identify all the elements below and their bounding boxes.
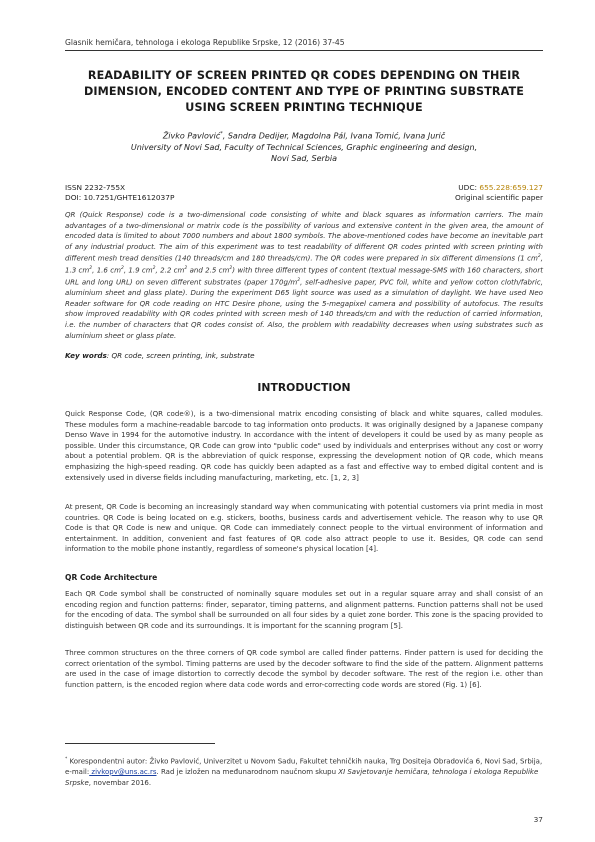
sup-2: 2 [89,266,93,272]
abstract-text-6: and 2.5 cm [187,265,230,275]
corresponding-mark: * [220,131,223,137]
meta-row-2 [65,193,543,203]
meta-row-1 [65,183,543,193]
journal-header: Glasnik hemičara, tehnologa i ekologa Republike Srpske, 12 (2016) 37-45 [65,38,543,51]
sup-5: 2 [184,266,188,272]
abstract-text-4: , 1.9 cm [123,265,153,275]
keywords-label: Key words [65,351,107,360]
sup-1: 2 [537,254,541,260]
author-list [65,129,543,142]
affiliation-line-1: University of Novi Sad, Faculty of Technical Sciences, Graphic engineering and design, [130,143,478,153]
abstract-text-5: , 2.2 cm [155,265,185,275]
paper-meta [65,183,543,203]
footnote-mark: * [65,757,68,762]
issn: ISSN 2232-755X [65,183,126,192]
abstract-text-7: ) with three different types of content (textual message-SMS with 160 characters, short URL and long URL) on seven different substrates (paper 170g/m [65,265,543,287]
abstract-text-3: , 1.6 cm [92,265,121,275]
footnote-text-2: . Rad je izložen na međunarodnom naučnom skupu [156,767,339,776]
email-link[interactable]: zivkopv@uns.ac.rs [89,767,157,776]
keywords [65,351,543,360]
abstract [65,210,543,341]
udc [458,183,543,193]
footnote-divider [65,743,215,744]
footnote-event: XI Savjetovanje hemičara, tehnologa i ekologa Republike Srpske [65,767,539,787]
page-number: 37 [533,815,543,824]
intro-paragraph-1: Quick Response Code, (QR code®), is a two-dimensional matrix encoding consisting of black and white squares, called modules. These modules form a machine-readable barcode to tag information onto products. It was originally designed by a Japanese company Denso Wave in 1994 for the automotive industry. In accordance with the intent of developers it could be used by as many people as possible. Under this circumstance, QR Code can grow into "public code" used by individuals and enterprises without any cost or worry about a potential problem. QR is the abbreviation of quick response, expressing the development notion of QR code, which means emphasizing the high-speed reading. QR code has quickly been adapted as a fast and effective way to embed digital content and is extensively used in diverse fields including manufacturing, marketing, etc. [1, 2, 3] [65,409,543,482]
udc-value[interactable]: 655.228:659.127 [479,183,543,192]
paper-type: Original scientific paper [455,193,543,202]
udc-label: UDC: [458,183,480,192]
authors-block [65,129,543,165]
affiliation-line-2: Novi Sad, Serbia [270,154,337,164]
author-first: Živko Pavlović [162,131,221,141]
intro-paragraph-2: At present, QR Code is becoming an increasingly standard way when communicating with potential customers via print media in most countries. QR Code is being located on e.g. stickers, booths, business cards and advertisement vehicle. The reason why to use QR Code is that QR Code is new and unique. QR Code can immediately connect people to the virtual environment of information and entertainment. In addition, convenient and fast features of QR code also attract people to use it. Besides, QR code can send information to the mobile phone instantly, regardless of someone's physical location [4]. [65,502,543,554]
sup-3: 2 [120,266,124,272]
keywords-text: : QR code, screen printing, ink, substrate [106,351,255,360]
sup-7: 2 [297,278,301,284]
footnote-text-1: Korespondentni autor: Živko Pavlović, Univerzitet u Novom Sadu, Fakultet tehničkih nauka, Trg Dositeja Obradovića 6, Novi Sad, Srbija, e-mail: [65,757,543,776]
footnote-text-3: , novembar 2016. [88,778,152,787]
sup-6: 2 [229,266,233,272]
architecture-paragraph-1: Each QR Code symbol shall be constructed of nominally square modules set out in a regular square array and shall consist of an encoding region and function patterns: finder, separator, timing patterns, and alignment patterns. Function patterns shall not be used for the encoding of data. The symbol shall be surrounded on all four sides by a quiet zone border. This zone is the spacing provided to distinguish between QR code and its surroundings. It is important for the scanning program [5]. [65,589,543,630]
paper-title: READABILITY OF SCREEN PRINTED QR CODES DEPENDING ON THEIR DIMENSION, ENCODED CONTENT AND TYPE OF PRINTING SUBSTRATE USING SCREEN PRINTING TECHNIQUE [84,69,524,114]
abstract-text-1: QR (Quick Response) code is a two-dimensional code consisting of white and black squares as information carriers. The main advantages of a two-dimensional or matrix code is the possibility of various and extensive content in the given area, the amount of encoded data is limited to about 7000 numbers and about 1800 symbols. The above-mentioned codes have become an inevitable part of any industrial product. The aim of this experiment was to test readability of different QR codes printed with screen printing with different mesh tread densities (140 threads/cm and 180 threads/cm). The QR codes were prepared in six different dimensions (1 cm [65,210,543,263]
footnote [65,755,543,788]
author-rest: , Sandra Dedijer, Magdolna Pál, Ivana Tomić, Ivana Jurič [222,131,446,141]
abstract-text-8: , self-adhesive paper, PVC foil, white and yellow cotton cloth/fabric, aluminium sheet and glass plate). During the experiment D65 light source was used as a simulation of daylight. We have used Neo Reader software for QR code reading on HTC Desire phone, using the 5-megapixel camera and possibility of autofocus. The results show improved readability with QR codes printed with screen mesh of 140 threads/cm and with the reduction of carried information, i.e. the number of characters that QR codes consist of. Also, the problem with readability decreases when using substrates such as aluminium sheet or glass plate. [65,277,543,340]
abstract-text-2: , 1.3 cm [65,253,543,275]
sup-4: 2 [152,266,156,272]
doi: DOI: 10.7251/GHTE1612037P [65,193,175,202]
introduction-heading: INTRODUCTION [257,381,351,394]
architecture-paragraph-2: Three common structures on the three corners of QR code symbol are called finder patterns. Finder pattern is used for deciding the correct orientation of the symbol. Timing patterns are used by the decoder software to find the side of the pattern. Alignment patterns are used in the case of image distortion to correctly decode the symbol by decoder software. The rest of the region i.e. other than function pattern, is the encoded region where data code words and error-correcting code words are stored (Fig. 1) [6]. [65,648,543,689]
section-heading-qr-architecture: QR Code Architecture [65,573,158,582]
